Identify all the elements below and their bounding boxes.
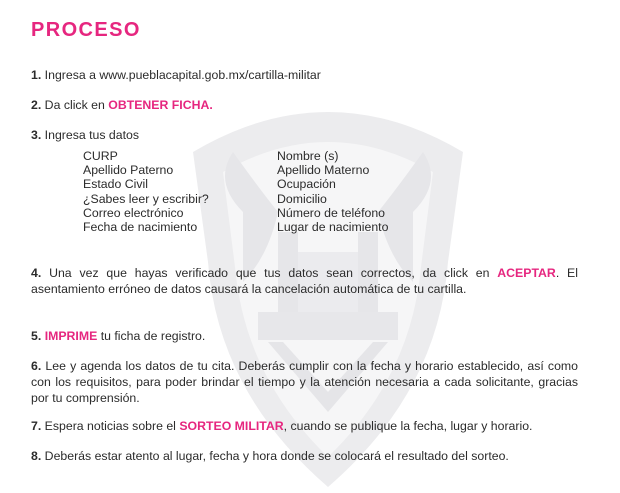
step-text: tu ficha de registro. (97, 329, 206, 343)
step-2 (31, 97, 578, 113)
step-text: Una vez que hayas verificado que tus datos sean correctos, da click en (41, 266, 498, 280)
page-title: PROCESO (31, 19, 141, 41)
step-text: Ingresa tus datos (41, 128, 140, 142)
field-fecha-nacimiento: Fecha de nacimiento (83, 219, 198, 234)
field-telefono: Número de teléfono (277, 205, 386, 220)
step-8 (31, 448, 578, 464)
field-domicilio: Domicilio (277, 191, 327, 206)
step-6 (31, 358, 578, 406)
sorteo-militar-highlight: SORTEO MILITAR (179, 419, 284, 433)
step-number: 4. (31, 266, 42, 280)
step-4 (31, 265, 578, 297)
field-estado-civil: Estado Civil (83, 177, 148, 192)
field-lugar-nacimiento: Lugar de nacimiento (277, 219, 389, 234)
step-number: 6. (31, 359, 42, 373)
field-nombre: Nombre (s) (277, 149, 339, 163)
imprime-highlight: IMPRIME (44, 329, 98, 343)
field-sabes-leer: ¿Sabes leer y escribir? (83, 191, 209, 206)
step-5 (31, 328, 578, 344)
step-text-continued: , cuando se publique la fecha, lugar y horario. (283, 419, 533, 433)
step-text: Espera noticias sobre el (41, 419, 180, 433)
field-apellido-materno: Apellido Materno (277, 163, 370, 178)
step-text: Ingresa a www.pueblacapital.gob.mx/cartilla-militar (41, 68, 321, 82)
step-text: Lee y agenda los datos de tu cita. Deberás cumplir con la fecha y horario establecido, así como con los requisitos, para poder brindar el tiempo y la atención necesaria a cada solicitante, gracias por tu comprensión. (31, 359, 578, 405)
step-text-continued: . El asentamiento erróneo de datos causará la cancelación automática de tu cartilla. (31, 266, 578, 296)
step-number: 1. (31, 68, 42, 82)
step-3 (31, 127, 578, 143)
step-number: 3. (31, 128, 42, 142)
fields-left-column (83, 149, 209, 234)
step-number: 5. (31, 329, 42, 343)
fields-right-column (277, 149, 388, 234)
step-number: 8. (31, 449, 42, 463)
step-text: Da click en (41, 98, 109, 112)
field-ocupacion: Ocupación (277, 177, 336, 192)
aceptar-highlight: ACEPTAR (497, 266, 556, 280)
step-number: 2. (31, 98, 42, 112)
step-1 (31, 67, 578, 83)
field-correo: Correo electrónico (83, 205, 184, 220)
field-curp: CURP (83, 149, 118, 163)
step-7 (31, 418, 578, 434)
step-number: 7. (31, 419, 42, 433)
field-apellido-paterno: Apellido Paterno (83, 163, 174, 178)
step-text: Deberás estar atento al lugar, fecha y hora donde se colocará el resultado del sorteo. (41, 449, 509, 463)
obtener-ficha-highlight: OBTENER FICHA. (108, 98, 213, 112)
